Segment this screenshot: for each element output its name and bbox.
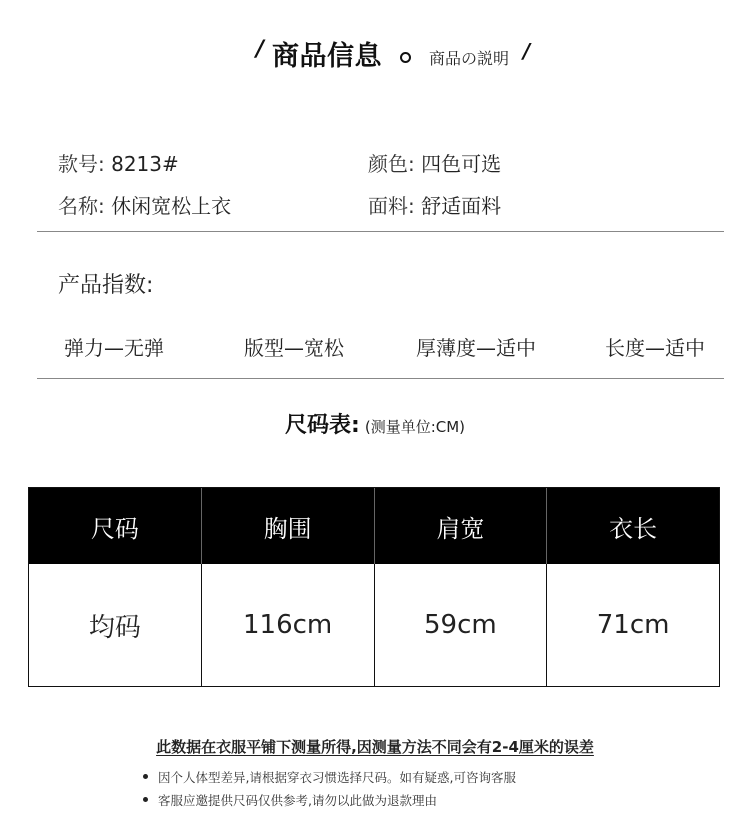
size-chart-title [0,408,750,439]
slash-decoration-right-icon: / [523,39,531,63]
table-row [29,564,719,686]
fabric-info [368,190,501,219]
note-text: 客服应邀提供尺码仅供参考,请勿以此做为退款理由 [158,793,437,808]
divider [37,231,724,232]
cell-length: 71cm [596,610,670,640]
index-thickness: 厚薄度—适中 [416,336,536,360]
list-item [143,768,516,786]
divider [37,378,724,379]
index-elasticity: 弹力—无弹 [64,336,164,360]
product-name [58,190,231,219]
color-value: 四色可选 [421,152,502,176]
page-subtitle: 商品の説明 [429,49,510,68]
measurement-note [0,736,750,757]
header-cell-chest: 胸围 [202,488,375,564]
list-item [143,791,437,809]
name-label: 名称: [58,194,105,218]
index-fit: 版型—宽松 [244,336,344,360]
header-cell-size: 尺码 [29,488,202,564]
fabric-label: 面料: [368,194,415,218]
section-header [0,30,750,70]
header-cell-shoulder: 肩宽 [375,488,548,564]
table-header-row [29,488,719,564]
indices-label: 产品指数: [58,273,154,298]
note-text: 因个人体型差异,请根据穿衣习惯选择尺码。如有疑惑,可咨询客服 [158,770,516,785]
color-label: 颜色: [368,152,415,176]
size-table [28,487,720,687]
cell-shoulder: 59cm [375,564,548,686]
style-number-label: 款号: [58,152,105,176]
style-number-value: 8213# [111,152,179,176]
fabric-value: 舒适面料 [421,194,502,218]
circle-dot-icon [400,52,411,63]
cell-size: 均码 [29,564,202,686]
size-chart-heading: 尺码表: [284,413,360,438]
header-cell-length: 衣长 [609,514,658,543]
slash-decoration-left-icon: / [256,37,265,62]
bullet-icon [143,797,148,802]
bullet-icon [143,774,148,779]
style-number [58,148,179,177]
cell-chest: 116cm [202,564,375,686]
size-chart-unit: (测量单位:CM) [364,418,466,436]
measurement-note-text: 此数据在衣服平铺下测量所得,因测量方法不同会有2-4厘米的误差 [156,738,594,756]
color-info [368,148,501,177]
name-value: 休闲宽松上衣 [111,194,232,218]
page-title: 商品信息 [272,41,382,72]
index-length: 长度—适中 [605,336,705,360]
